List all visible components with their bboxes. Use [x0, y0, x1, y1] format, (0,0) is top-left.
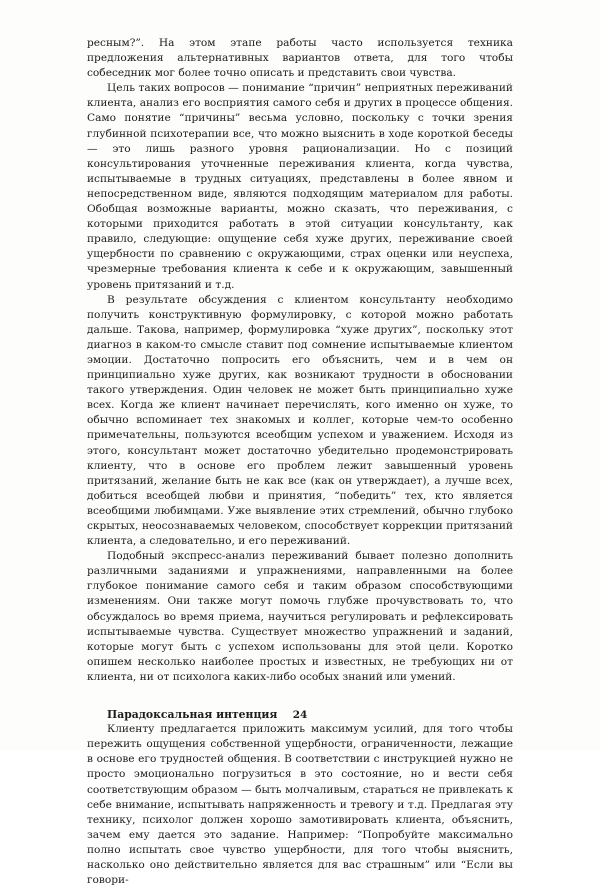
main-text	[87, 36, 513, 888]
paragraph: В результате обсуждения с клиентом консультанту необходимо получить конструктивную формулировку, с которой можно работать дальше. Такова, например, формулировка “хуже других”, поскольку этот диагноз в каком-то смысле ставит под сомнение испытываемые клиентом эмоции. Достаточно попросить его объяснить, чем и в чем он принципиально хуже других, как возникают трудности в обосновании такого утверждения. Один человек не может быть принципиально хуже всех. Когда же клиент начинает перечислять, кого именно он хуже, то обычно вспоминает тех знакомых и коллег, которые чем-то особенно примечательны, пользуются всеобщим успехом и уважением. Исходя из этого, консультант может достаточно убедительно продемонстрировать клиенту, что в основе его проблем лежит завышенный уровень притязаний, желание быть не как все (как он утверждает), а лучше всех, добиться всеобщей любви и принятия, “победить” тех, кто является всеобщими любимцами. Уже выявление этих стремлений, обычно глубоко скрытых, неосознаваемых человеком, способствует коррекции притязаний клиента, а следовательно, и его переживаний.	[87, 293, 513, 548]
paragraph: Цель таких вопросов — понимание “причин” неприятных переживаний клиента, анализ его восприятия самого себя и других в процессе общения. Само понятие “причины” весьма условно, поскольку с точки зрения глубинной психотерапии все, что можно выяснить в ходе короткой беседы — это лишь разного уровня рационализации. Но с позиций консультирования уточненные переживания клиента, когда чувства, испытываемые в трудных ситуациях, представлены в более явном и непосредственном виде, являются подходящим материалом для работы. Обобщая возможные варианты, можно сказать, что переживания, с которыми приходится работать в этой ситуации консультанту, как правило, следующие: ощущение себя хуже других, переживание своей ущербности по сравнению с окружающими, страх оценки или неуспеха, чрезмерные требования клиента к себе и к окружающим, завышенный уровень притязаний и т.д.	[87, 82, 513, 291]
section-gap	[87, 685, 513, 695]
page-number: 24	[292, 709, 308, 721]
section-paragraph: Клиенту предлагается приложить максимум усилий, для того чтобы пережить ощущения собственной ущербности, ограниченности, лежащие в основе его трудностей общения. В соответствии с инструкцией нужно не просто эмоционально погрузиться в это состояние, но и вести себя соответствующим образом — быть молчаливым, стараться не привлекать к себе внимание, испытывать напряженность и тревогу и т.д. Предлагая эту технику, психолог должен хорошо замотивировать клиента, объяснить, зачем ему дается это задание. Например: “Попробуйте максимально полно испытать свое чувство ущербности, для того чтобы выяснить, насколько оно действительно является для вас страшным” или “Если вы говори-	[87, 723, 513, 887]
paragraph-continued: ресным?”. На этом этапе работы часто используется техника предложения альтернативных вариантов ответа, для того чтобы собеседник мог более точно описать и представить свои чувства.	[87, 37, 513, 80]
paragraph: Подобный экспресс-анализ переживаний бывает полезно дополнить различными заданиями и упражнениями, направленными на более глубокое понимание самого себя и таким образом способствующими изменениям. Они также могут помочь глубже прочувствовать то, что обсуждалось во время приема, научиться регулировать и рефлексировать испытываемые чувства. Существует множество упражнений и заданий, которые могут быть с успехом использованы для этой цели. Коротко опишем несколько наиболее простых и известных, не требующих ни от клиента, ни от психолога каких-либо особых знаний или умений.	[87, 550, 513, 683]
section-heading: Парадоксальная интенция	[107, 708, 278, 722]
